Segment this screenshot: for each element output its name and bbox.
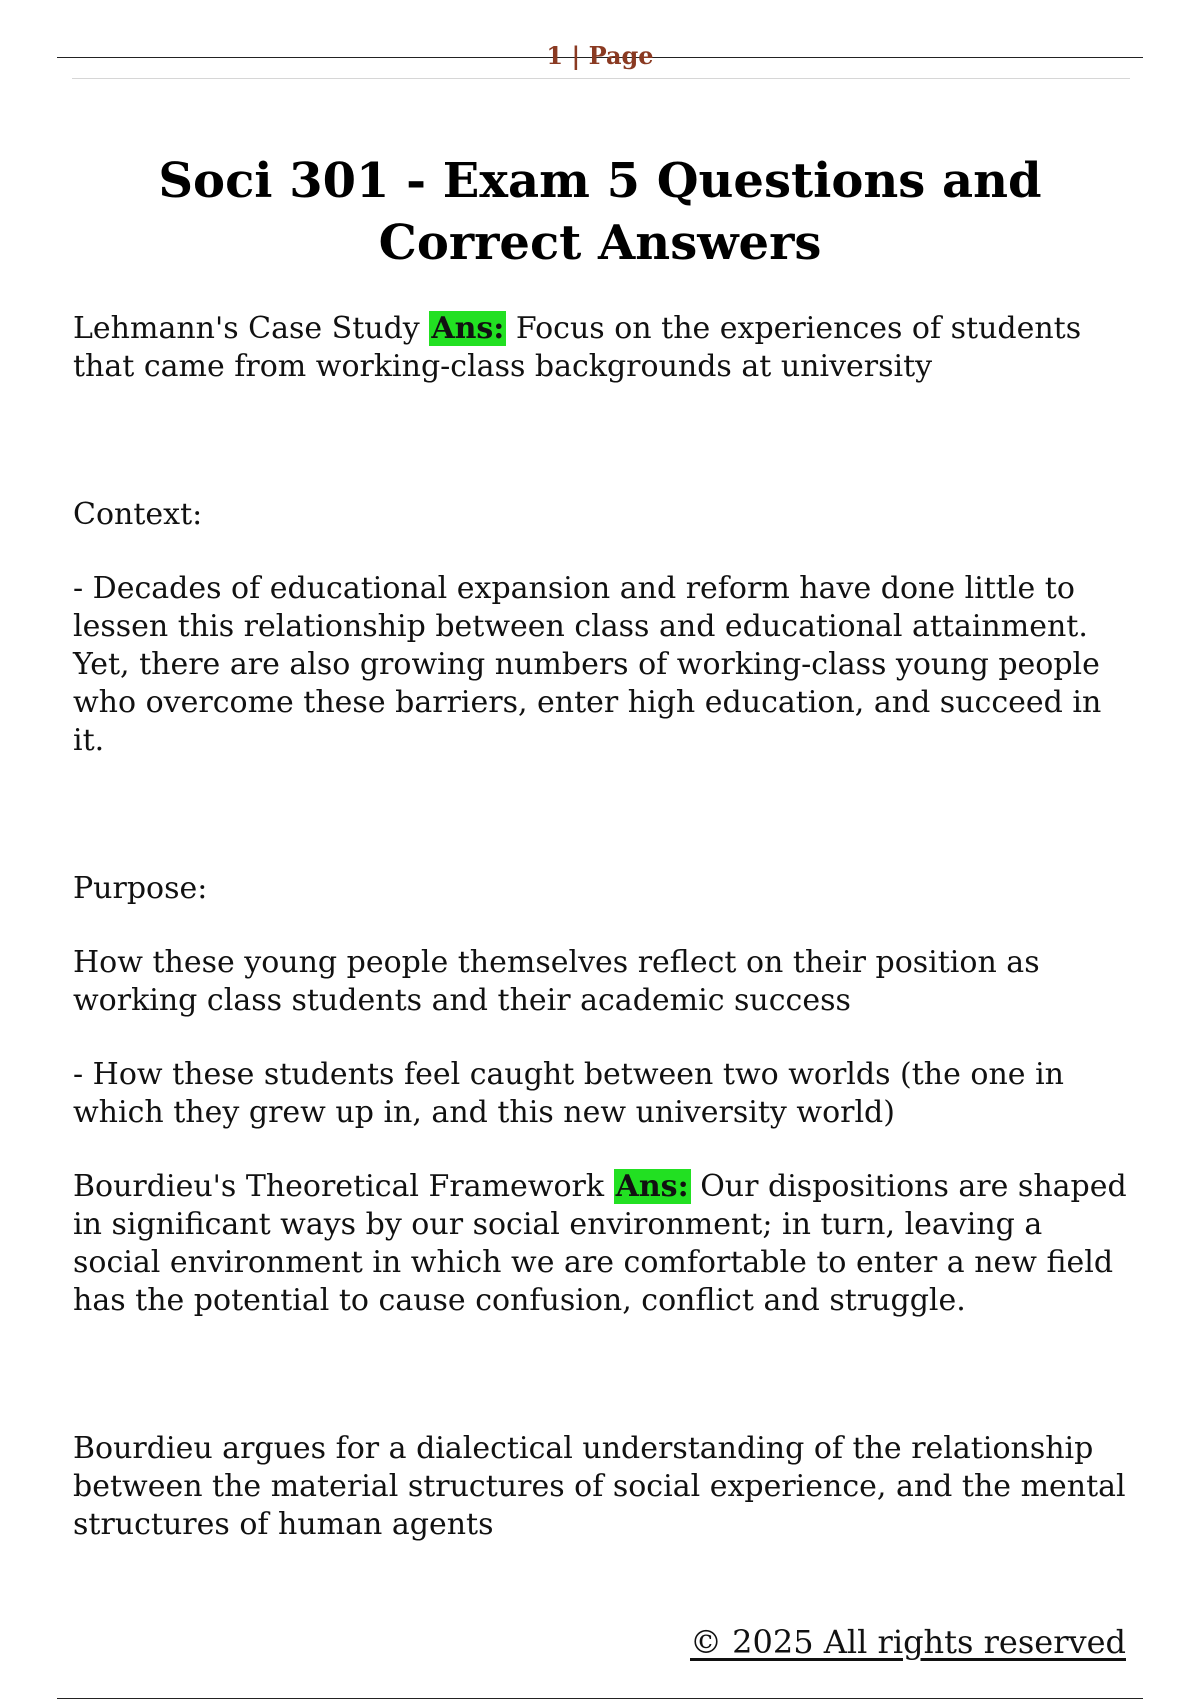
spacer <box>73 760 1138 870</box>
question-term: Bourdieu's Theoretical Framework <box>73 1169 605 1204</box>
document-body <box>73 310 1138 1544</box>
answer-tag: Ans: <box>431 311 505 346</box>
spacer <box>73 386 1138 496</box>
bourdieu-dialectic-paragraph: Bourdieu argues for a dialectical understanding of the relationship between the material structures of social experience, and the mental structures of human agents <box>73 1431 1126 1542</box>
purpose-paragraph-two-worlds: - How these students feel caught between two worlds (the one in which they grew up in, and this new university world) <box>73 1057 1064 1130</box>
qa-item-lehmann <box>73 310 1138 386</box>
spacer <box>73 1132 1138 1168</box>
answer-tag: Ans: <box>615 1169 689 1204</box>
copyright-notice: © 2025 All rights reserved <box>690 1623 1126 1661</box>
answer-text: Focus on the experiences of students that came from working-class backgrounds at university <box>73 311 1082 384</box>
question-term: Lehmann's Case Study <box>73 311 420 346</box>
spacer <box>73 534 1138 570</box>
header-rule-light <box>72 78 1130 79</box>
document-title: Soci 301 - Exam 5 Questions and Correct Answers <box>158 153 1042 271</box>
spacer <box>73 1320 1138 1430</box>
page-number-label: 1 | Page <box>546 41 654 70</box>
footer-rule <box>57 1698 1143 1699</box>
purpose-paragraph: How these young people themselves reflect on their position as working class students and their academic success <box>73 945 1040 1018</box>
qa-item-bourdieu <box>73 1168 1138 1320</box>
context-heading: Context: <box>73 497 203 532</box>
spacer <box>73 1020 1138 1056</box>
context-paragraph: - Decades of educational expansion and reform have done little to lessen this relationship between class and educational attainment. Yet, there are also growing numbers of working-class young people who overcome these barriers, enter high education, and succeed in it. <box>73 571 1102 758</box>
spacer <box>73 908 1138 944</box>
answer-text: Our dispositions are shaped in significant ways by our social environment; in turn, leaving a social environment in which we are comfortable to enter a new field has the potential to cause confusion, conflict and struggle. <box>73 1169 1127 1318</box>
purpose-heading: Purpose: <box>73 871 208 906</box>
